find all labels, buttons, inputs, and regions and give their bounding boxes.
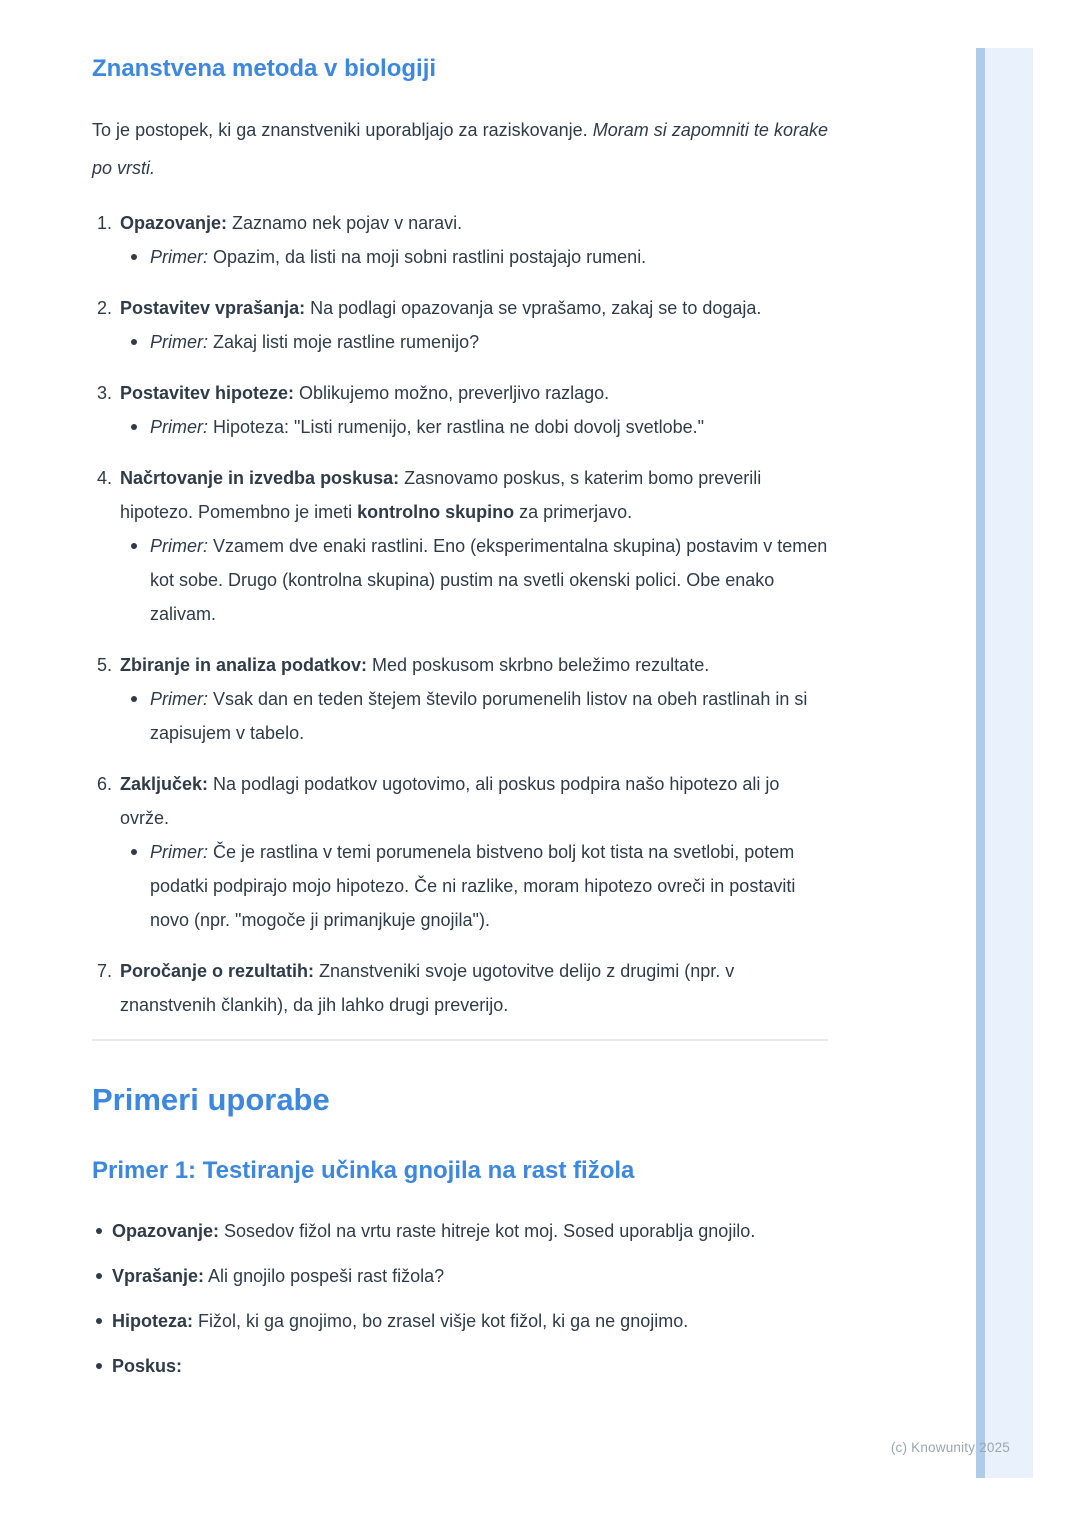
example-text-line	[150, 240, 828, 274]
example-text-line	[150, 325, 828, 359]
step-description	[120, 376, 828, 410]
step-title: Opazovanje:	[120, 213, 228, 233]
step-title: Zbiranje in analiza podatkov:	[120, 655, 368, 675]
bullet-icon	[131, 696, 137, 702]
bullet-icon	[131, 424, 137, 430]
step-item-4	[92, 461, 828, 631]
step-item-5	[92, 648, 828, 750]
example1-title: Primer 1: Testiranje učinka gnojila na rast fižola	[92, 1157, 635, 1184]
intro-text: To je postopek, ki ga znanstveniki uporabljajo za raziskovanje.	[92, 120, 588, 140]
list-item-hipoteza	[92, 1304, 828, 1338]
example-text-line	[150, 410, 828, 444]
step-text: za primerjavo.	[514, 502, 633, 522]
example-label: Primer:	[150, 536, 208, 556]
bullet-icon	[131, 254, 137, 260]
example-text: Če je rastlina v temi porumenela bistveno bolj kot tista na svetlobi, potem podatki podpirajo mojo hipotezo. Če ni razlike, moram hipotezo ovreči in postaviti novo (npr. "mogoče ji primanjkuje gnojila").	[150, 842, 796, 930]
right-margin-panel	[976, 48, 1033, 1478]
list-item-opazovanje	[92, 1214, 828, 1248]
step-number: 4.	[97, 468, 113, 488]
example-text-line	[150, 835, 828, 937]
example-text: Opazim, da listi na moji sobni rastlini postajajo rumeni.	[208, 247, 647, 267]
step-title: Poročanje o rezultatih:	[120, 961, 315, 981]
point-label: Hipoteza:	[112, 1311, 193, 1331]
step-text-bold: kontrolno skupino	[357, 502, 515, 522]
example-text-line	[150, 529, 828, 631]
page-title: Znanstvena metoda v biologiji	[92, 55, 437, 82]
example-item	[120, 529, 828, 631]
example-text-line	[150, 682, 828, 750]
step-number: 1.	[97, 213, 113, 233]
bullet-icon	[131, 339, 137, 345]
example-label: Primer:	[150, 332, 208, 352]
step-text: Zasnovamo poskus, s katerim bomo preverili hipotezo. Pomembno je imeti	[120, 468, 762, 522]
step-text: Med poskusom skrbno beležimo rezultate.	[367, 655, 710, 675]
point-text: Sosedov fižol na vrtu raste hitreje kot moj. Sosed uporablja gnojilo.	[219, 1221, 756, 1241]
step-description	[120, 461, 828, 529]
step-description	[120, 954, 828, 1022]
step-number: 3.	[97, 383, 113, 403]
step-text: Oblikujemo možno, preverljivo razlago.	[294, 383, 610, 403]
step-item-3	[92, 376, 828, 444]
step-text: Na podlagi opazovanja se vprašamo, zakaj se to dogaja.	[305, 298, 762, 318]
step-item-1	[92, 206, 828, 274]
example-item	[120, 835, 828, 937]
example-item	[120, 240, 828, 274]
example1-points	[92, 1214, 828, 1383]
step-description	[120, 206, 828, 240]
point-text-line	[112, 1214, 828, 1248]
example-text: Hipoteza: "Listi rumenijo, ker rastlina ne dobi dovolj svetlobe."	[208, 417, 705, 437]
example-label: Primer:	[150, 689, 208, 709]
step-description	[120, 767, 828, 835]
intro-paragraph	[92, 111, 828, 187]
example-text: Vzamem dve enaki rastlini. Eno (eksperimentalna skupina) postavim v temen kot sobe. Drugo (kontrolna skupina) pustim na svetli okenski polici. Obe enako zalivam.	[150, 536, 828, 624]
bullet-icon	[96, 1363, 102, 1369]
example-label: Primer:	[150, 417, 208, 437]
example-label: Primer:	[150, 247, 208, 267]
point-label: Poskus:	[112, 1356, 183, 1376]
example-item	[120, 410, 828, 444]
bullet-icon	[96, 1273, 102, 1279]
scientific-method-steps	[92, 206, 828, 1022]
step-description	[120, 648, 828, 682]
watermark: (c) Knowunity 2025	[890, 1440, 1010, 1455]
example-text: Zakaj listi moje rastline rumenijo?	[208, 332, 480, 352]
step-title: Zaključek:	[120, 774, 209, 794]
step-number: 6.	[97, 774, 113, 794]
step-number: 7.	[97, 961, 113, 981]
point-label: Vprašanje:	[112, 1266, 205, 1286]
example-item	[120, 325, 828, 359]
point-text-line	[112, 1304, 828, 1338]
step-text: Zaznamo nek pojav v naravi.	[227, 213, 463, 233]
step-number: 5.	[97, 655, 113, 675]
section-divider	[92, 1039, 828, 1041]
step-number: 2.	[97, 298, 113, 318]
step-title: Postavitev hipoteze:	[120, 383, 295, 403]
document-content	[92, 54, 828, 1394]
bullet-icon	[131, 543, 137, 549]
list-item-vprasanje	[92, 1259, 828, 1293]
step-title: Postavitev vprašanja:	[120, 298, 306, 318]
step-item-7	[92, 954, 828, 1022]
point-text-line	[112, 1349, 828, 1383]
step-text: Znanstveniki svoje ugotovitve delijo z drugimi (npr. v znanstvenih člankih), da jih lahko drugi preverijo.	[120, 961, 735, 1015]
point-label: Opazovanje:	[112, 1221, 220, 1241]
step-title: Načrtovanje in izvedba poskusa:	[120, 468, 400, 488]
intro-note-italic: Moram si zapomniti te korake po vrsti.	[92, 120, 828, 178]
point-text-line	[112, 1259, 828, 1293]
step-description	[120, 291, 828, 325]
example-item	[120, 682, 828, 750]
example-label: Primer:	[150, 842, 208, 862]
bullet-icon	[131, 849, 137, 855]
step-item-2	[92, 291, 828, 359]
bullet-icon	[96, 1318, 102, 1324]
point-text: Fižol, ki ga gnojimo, bo zrasel višje kot fižol, ki ga ne gnojimo.	[193, 1311, 689, 1331]
example-text: Vsak dan en teden štejem število porumenelih listov na obeh rastlinah in si zapisujem v tabelo.	[150, 689, 808, 743]
list-item-poskus	[92, 1349, 828, 1383]
bullet-icon	[96, 1228, 102, 1234]
point-text: Ali gnojilo pospeši rast fižola?	[204, 1266, 445, 1286]
section2-title: Primeri uporabe	[92, 1082, 330, 1117]
step-item-6	[92, 767, 828, 937]
step-text: Na podlagi podatkov ugotovimo, ali poskus podpira našo hipotezo ali jo ovrže.	[120, 774, 780, 828]
